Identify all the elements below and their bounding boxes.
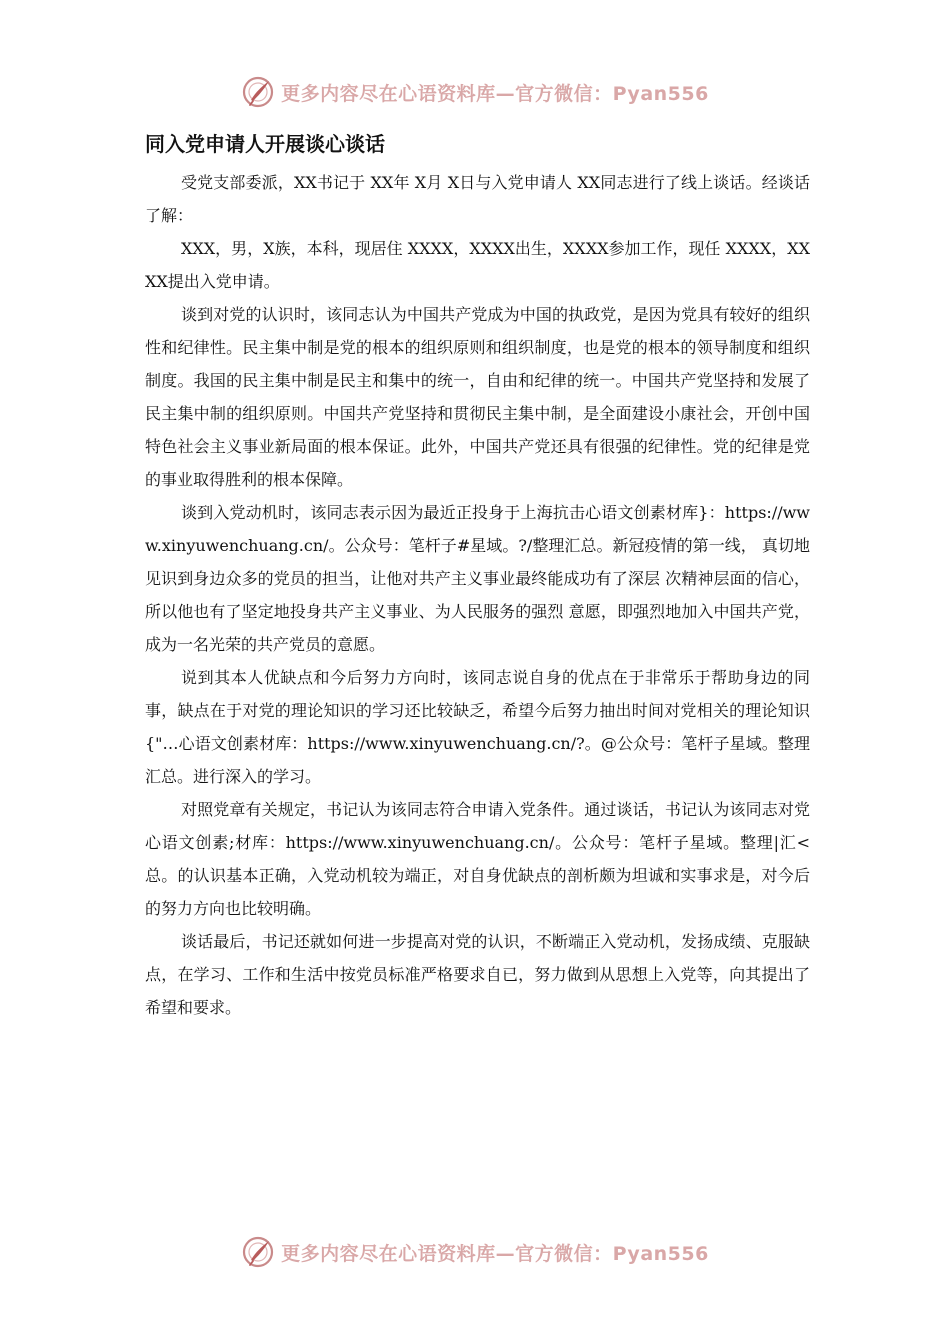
paragraph-motivation: 谈到入党动机时，该同志表示因为最近正投身于上海抗击心语文创素材库}：https://www.xinyuwenchuang.cn/。公众号：笔杆子#星域。?/整理汇总。新冠疫情的第一线， 真切地见识到身边众多的党员的担当，让他对共产主义事业最终能成功有了深层 次精神层面的信心，所以他也有了坚定地投身共产主义事业、为人民服务的强烈 意愿，即强烈地加入中国共产党，成为一名光荣的共产党员的意愿。 <box>145 503 810 654</box>
paragraph-party-understanding: 谈到对党的认识时，该同志认为中国共产党成为中国的执政党，是因为党具有较好的组织性和纪律性。民主集中制是党的根本的组织原则和组织制度，也是党的根本的领导制度和组织制度。我国的民主集中制是民主和集中的统一，自由和纪律的统一。中国共产党坚持和发展了民主集中制的组织原则。中国共产党坚持和贯彻民主集中制，是全面建设小康社会，开创中国特色社会主义事业新局面的根本保证。此外，中国共产党还具有很强的纪律性。党的纪律是党的事业取得胜利的根本保障。 <box>145 305 810 489</box>
quill-seal-icon <box>241 1235 275 1269</box>
paragraph-assignment: 受党支部委派，XX书记于 XX年 X月 X日与入党申请人 XX同志进行了线上谈话。经谈话了解： <box>145 173 810 225</box>
paragraph-applicant-info: XXX，男，X族，本科，现居住 XXXX，XXXX出生，XXXX参加工作，现任 XXXX，XXXX提出入党申请。 <box>145 239 810 291</box>
footer-banner <box>0 1230 950 1274</box>
header-banner-inner <box>241 75 709 109</box>
document-title: 同入党申请人开展谈心谈话 <box>145 132 385 156</box>
footer-banner-text: 更多内容尽在心语资料库—官方微信：Pyan556 <box>281 1242 709 1265</box>
paragraph-strengths-weaknesses: 说到其本人优缺点和今后努力方向时，该同志说自身的优点在于非常乐于帮助身边的同事，缺点在于对党的理论知识的学习还比较缺乏，希望今后努力抽出时间对党相关的理论知识{"…心语文创素材库：https://www.xinyuwenchuang.cn/?。@公众号：笔杆子星域。整理汇总。进行深入的学习。 <box>145 668 810 786</box>
header-banner-text: 更多内容尽在心语资料库—官方微信：Pyan556 <box>281 82 709 105</box>
document-body <box>145 128 810 1024</box>
quill-seal-icon <box>241 75 275 109</box>
header-banner <box>0 70 950 114</box>
paragraph-closing: 谈话最后，书记还就如何进一步提高对党的认识，不断端正入党动机，发扬成绩、克服缺点，在学习、工作和生活中按党员标准严格要求自已，努力做到从思想上入党等，向其提出了希望和要求。 <box>145 932 810 1017</box>
paragraph-secretary-assessment: 对照党章有关规定，书记认为该同志符合申请入党条件。通过谈话，书记认为该同志对党心语文创素;材库：https://www.xinyuwenchuang.cn/。公众号：笔杆子星域。整理|汇<总。的认识基本正确，入党动机较为端正，对自身优缺点的剖析颇为坦诚和实事求是，对今后的努力方向也比较明确。 <box>145 800 810 918</box>
footer-banner-inner <box>241 1235 709 1269</box>
